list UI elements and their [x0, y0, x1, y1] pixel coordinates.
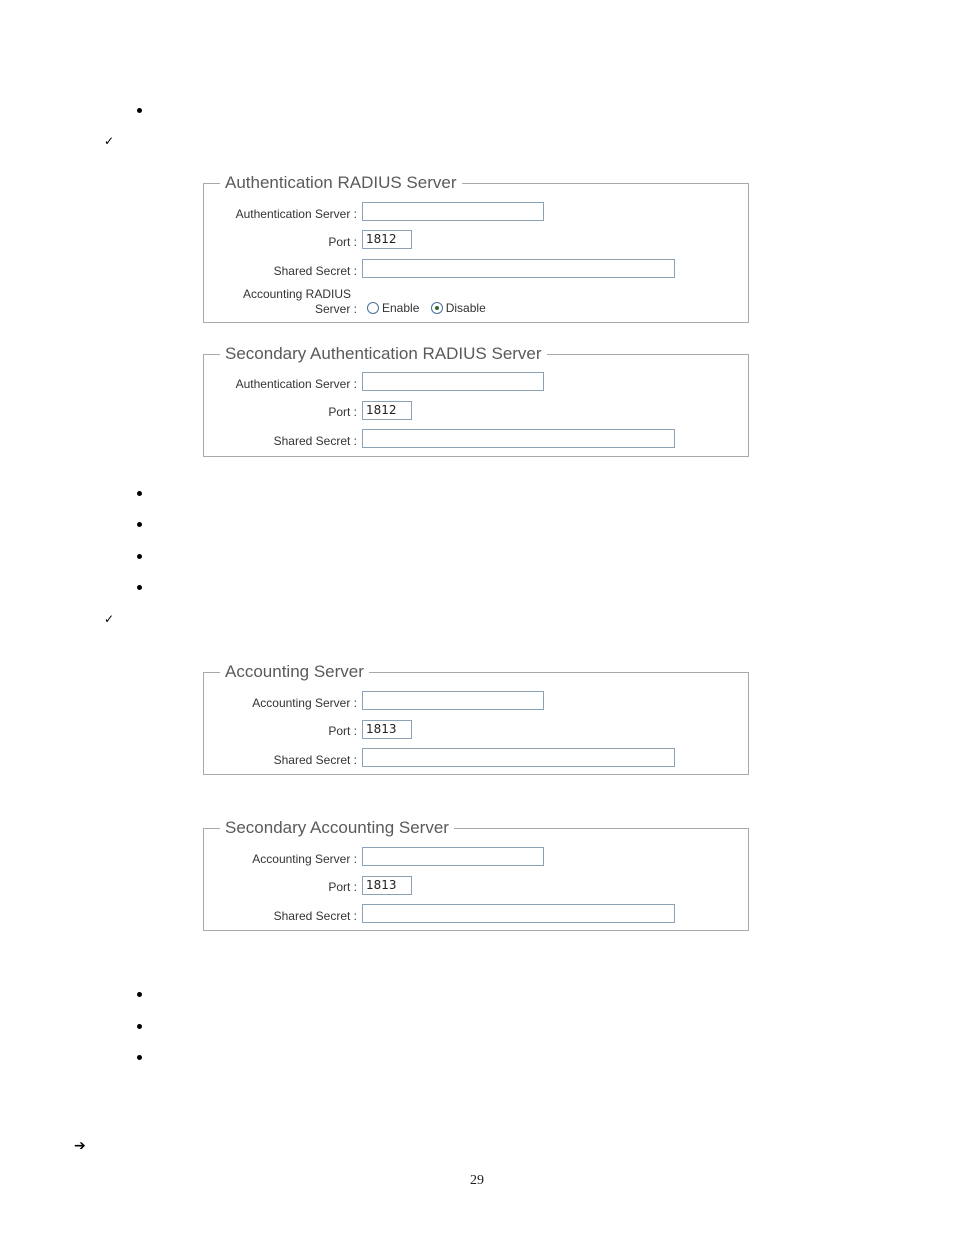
accounting-radius-label-line2: Server :: [314, 302, 357, 316]
disable-label: Disable: [445, 301, 486, 315]
port-label: Port :: [328, 405, 357, 419]
shared-secret-label: Shared Secret :: [273, 909, 357, 923]
port-input[interactable]: 1813: [362, 876, 412, 895]
bullet-point: [137, 491, 142, 496]
accounting-server-panel: [203, 662, 749, 775]
auth-server-label: Authentication Server :: [235, 377, 357, 391]
accounting-radius-radio-group: [367, 301, 494, 315]
bullet-point: [137, 585, 142, 590]
check-icon: ✓: [104, 134, 115, 148]
panel-legend: Secondary Accounting Server: [220, 819, 454, 837]
bullet-point: [137, 108, 142, 113]
secondary-accounting-server-input[interactable]: [362, 847, 544, 866]
arrow-icon: ➔: [74, 1138, 86, 1154]
shared-secret-input[interactable]: [362, 904, 675, 923]
shared-secret-input[interactable]: [362, 748, 675, 767]
panel-legend: Authentication RADIUS Server: [220, 174, 462, 192]
auth-radius-panel: [203, 173, 749, 323]
enable-label: Enable: [382, 301, 420, 315]
secondary-auth-radius-panel: [203, 344, 749, 457]
shared-secret-label: Shared Secret :: [273, 753, 357, 767]
shared-secret-label: Shared Secret :: [273, 264, 357, 278]
accounting-server-label: Accounting Server :: [252, 696, 357, 710]
bullet-point: [137, 1024, 142, 1029]
accounting-server-label: Accounting Server :: [252, 852, 357, 866]
port-label: Port :: [328, 724, 357, 738]
secondary-auth-server-input[interactable]: [362, 372, 544, 391]
panel-legend: Accounting Server: [220, 663, 369, 681]
auth-server-input[interactable]: [362, 202, 544, 221]
bullet-point: [137, 1055, 142, 1060]
bullet-point: [137, 522, 142, 527]
port-input[interactable]: 1812: [362, 401, 412, 420]
page-number: 29: [470, 1173, 484, 1188]
port-input[interactable]: 1812: [362, 230, 412, 249]
accounting-radius-label-line1: Accounting RADIUS: [242, 287, 351, 301]
bullet-point: [137, 992, 142, 997]
port-label: Port :: [328, 235, 357, 249]
accounting-server-input[interactable]: [362, 691, 544, 710]
shared-secret-label: Shared Secret :: [273, 434, 357, 448]
auth-server-label: Authentication Server :: [235, 207, 357, 221]
check-icon: ✓: [104, 612, 115, 626]
shared-secret-input[interactable]: [362, 259, 675, 278]
panel-legend: Secondary Authentication RADIUS Server: [220, 345, 547, 363]
port-input[interactable]: 1813: [362, 720, 412, 739]
secondary-accounting-server-panel: [203, 818, 749, 931]
disable-radio[interactable]: [431, 302, 443, 314]
port-label: Port :: [328, 880, 357, 894]
shared-secret-input[interactable]: [362, 429, 675, 448]
enable-radio[interactable]: [367, 302, 379, 314]
bullet-point: [137, 554, 142, 559]
